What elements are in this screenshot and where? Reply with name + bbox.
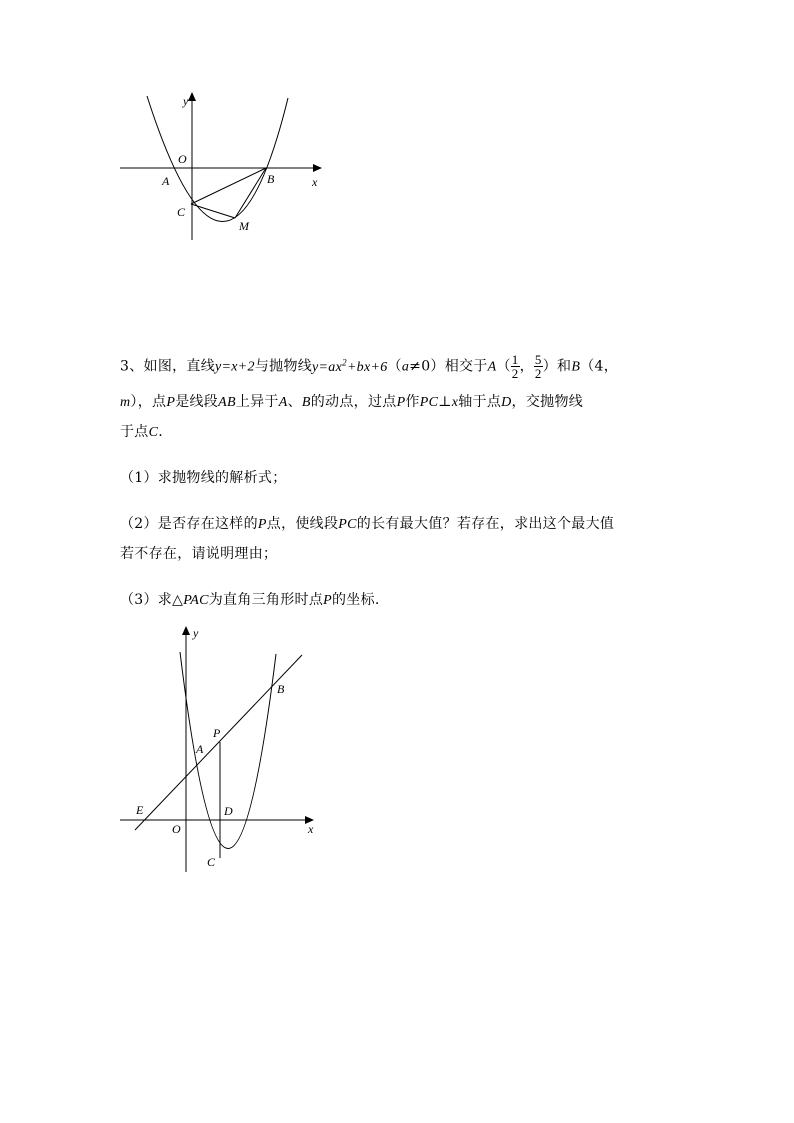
point-b-label: B [571,359,581,375]
question-3: （3）求△PAC为直角三角形时点P的坐标. [120,592,380,608]
point-a-label: A [487,359,497,375]
problem-line-3: 于点C. [120,424,164,440]
question-1: （1）求抛物线的解析式； [120,470,287,486]
fig2-label-d: D [224,804,233,818]
fig2-label-y: y [193,626,199,640]
fig1-label-c: C [177,205,186,219]
fig2-label-x: x [308,822,314,836]
fraction-a-x: $\frac{1}{2}$ [511,352,519,382]
fig1-label-b: B [267,172,275,186]
fig1-label-x: x [312,175,318,189]
fig1-label-m: M [239,219,249,233]
fig2-label-c: C [207,855,216,869]
question-2: （2）是否存在这样的P点，使线段PC的长有最大值？若存在，求出这个最大值 [120,516,615,532]
line-equation: y=x+2 [215,359,255,375]
fig1-label-y: y [183,94,189,108]
fig1-segment-cm [191,204,235,218]
figure-1-parabola-triangle [110,88,340,248]
problem-number: 3、 [120,358,144,375]
fig2-label-e: E [136,803,144,817]
problem-line-1: 3、如图，直线y=x+2与抛物线$y=ax^2+bx+6(a\ne 0)$相交于A（ $\frac{1}{2}$ ， $\frac{5}{2}$ ）和B（4， [120,352,618,382]
question-2-cont: 若不存在，请说明理由； [120,546,278,562]
fig1-label-a: A [162,174,170,188]
fig1-label-o: O [178,152,187,166]
figure-2-parabola-line [110,620,330,880]
fig2-y-axis-arrow [182,626,190,635]
fig2-label-p: P [213,726,221,740]
problem-line-2: m），点P是线段AB上异于A、B的动点，过点P作PC⊥x轴于点D，交抛物线 [120,394,584,410]
fig2-label-b: B [277,682,285,696]
fig1-y-axis-arrow [188,92,196,101]
parabola-equation: $y=ax^2+bx+6$ [312,357,388,375]
fig2-label-o: O [172,822,181,836]
fig1-parabola [147,96,288,222]
fig2-label-a: A [196,742,204,756]
fig1-x-axis-arrow [313,164,322,172]
fraction-a-y: $\frac{5}{2}$ [534,352,542,382]
fig2-parabola [180,652,276,849]
